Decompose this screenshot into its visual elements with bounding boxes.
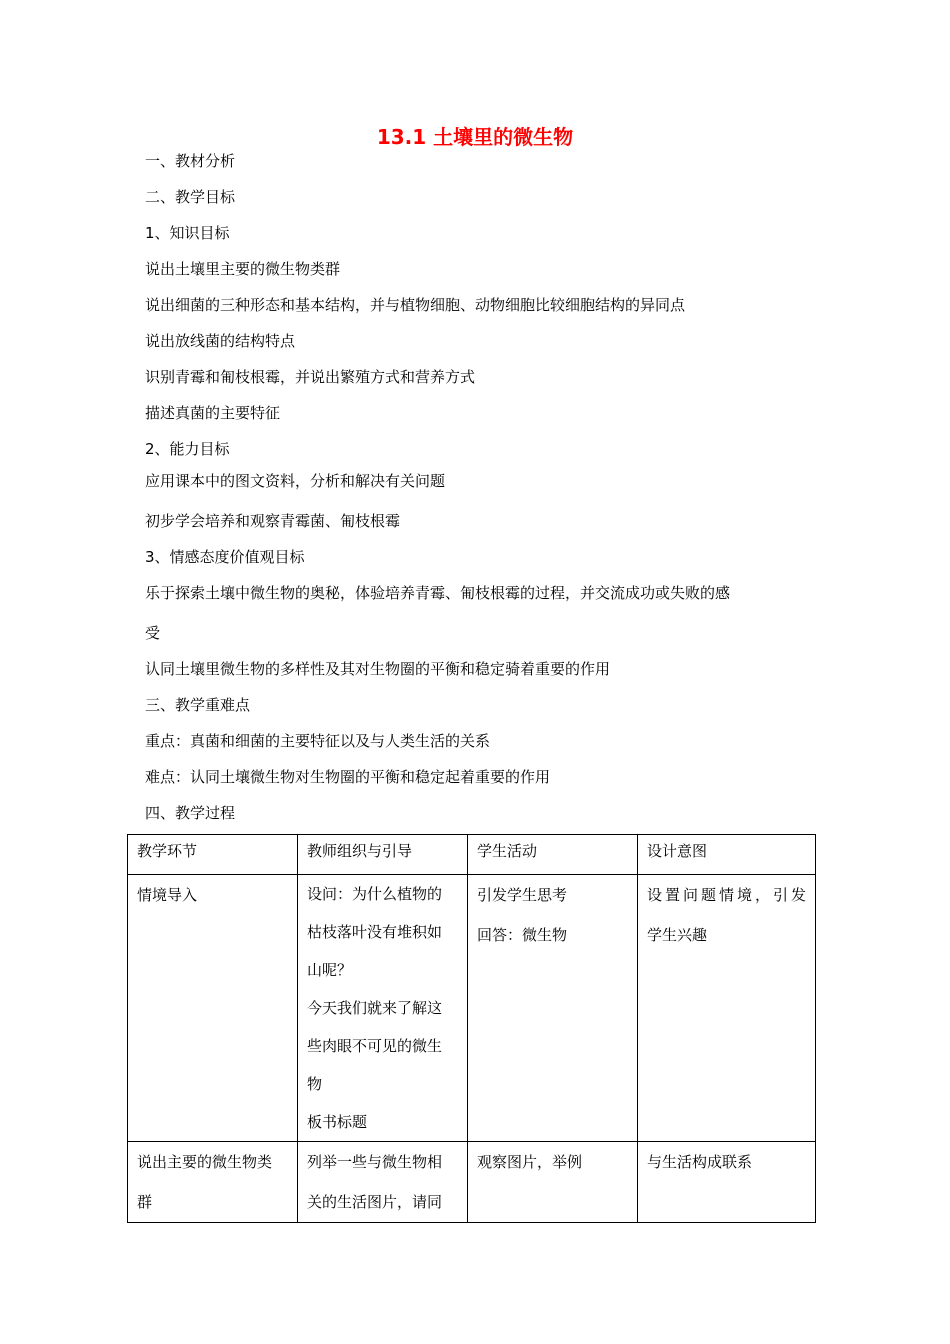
table-row — [128, 875, 816, 1142]
table-header-cell: 教师组织与引导 — [298, 835, 468, 875]
goal-line: 说出细菌的三种形态和基本结构，并与植物细胞、动物细胞比较细胞结构的异同点 — [145, 296, 686, 314]
document-title: 13.1 土壤里的微生物 — [376, 125, 574, 149]
cell-text: 板书标题 — [307, 1113, 368, 1131]
goal-line: 说出放线菌的结构特点 — [145, 332, 296, 350]
teaching-process-table — [127, 834, 816, 1223]
table-cell-stage — [128, 875, 298, 1142]
table-header-cell: 学生活动 — [468, 835, 638, 875]
cell-text: 观察图片，举例 — [477, 1153, 583, 1171]
goal-line: 描述真菌的主要特征 — [145, 404, 281, 422]
goal-line: 说出土壤里主要的微生物类群 — [145, 260, 341, 278]
table-cell-intent — [638, 875, 816, 1142]
table-header-cell: 设计意图 — [638, 835, 816, 875]
cell-text: 今天我们就来了解这 — [307, 999, 443, 1017]
table-cell-stage — [128, 1142, 298, 1223]
cell-text: 情境导入 — [137, 886, 198, 904]
section-heading-process: 四、教学过程 — [145, 804, 236, 822]
cell-text: 引发学生思考 — [477, 886, 568, 904]
table-row — [128, 1142, 816, 1223]
section-heading-analysis: 一、教材分析 — [145, 152, 236, 170]
section-heading-goals: 二、教学目标 — [145, 188, 236, 206]
cell-text: 些肉眼不可见的微生 — [307, 1037, 443, 1055]
table-cell-teacher — [298, 875, 468, 1142]
table-cell-teacher — [298, 1142, 468, 1223]
subheading-ability-goals: 2、能力目标 — [145, 440, 230, 458]
goal-line: 识别青霉和匍枝根霉，并说出繁殖方式和营养方式 — [145, 368, 476, 386]
cell-text: 列举一些与微生物相 — [307, 1153, 443, 1171]
goal-line: 乐于探索土壤中微生物的奥秘，体验培养青霉、匍枝根霉的过程，并交流成功或失败的感 — [145, 584, 731, 602]
table-cell-student — [468, 875, 638, 1142]
goal-line-continued: 受 — [145, 624, 161, 642]
goal-line: 应用课本中的图文资料，分析和解决有关问题 — [145, 472, 446, 490]
cell-text: 设置问题情境，引发 — [647, 886, 806, 904]
cell-text: 关的生活图片，请同 — [307, 1193, 443, 1211]
cell-text: 与生活构成联系 — [647, 1153, 753, 1171]
cell-text: 设问：为什么植物的 — [307, 885, 443, 903]
difficult-point-line: 难点：认同土壤微生物对生物圈的平衡和稳定起着重要的作用 — [145, 768, 551, 786]
cell-text: 学生兴趣 — [647, 926, 708, 944]
cell-text: 物 — [307, 1075, 323, 1093]
section-heading-key-points: 三、教学重难点 — [145, 696, 251, 714]
subheading-knowledge-goals: 1、知识目标 — [145, 224, 230, 242]
cell-text: 枯枝落叶没有堆积如 — [307, 923, 443, 941]
table-cell-student — [468, 1142, 638, 1223]
cell-text: 群 — [137, 1193, 153, 1211]
cell-text: 山呢？ — [307, 961, 353, 979]
table-cell-intent — [638, 1142, 816, 1223]
table-header-row — [128, 835, 816, 875]
cell-text: 说出主要的微生物类 — [137, 1153, 273, 1171]
table-header-cell: 教学环节 — [128, 835, 298, 875]
goal-line: 认同土壤里微生物的多样性及其对生物圈的平衡和稳定骑着重要的作用 — [145, 660, 611, 678]
goal-line: 初步学会培养和观察青霉菌、匍枝根霉 — [145, 512, 401, 530]
key-point-line: 重点：真菌和细菌的主要特征以及与人类生活的关系 — [145, 732, 491, 750]
cell-text: 回答：微生物 — [477, 926, 568, 944]
subheading-attitude-goals: 3、情感态度价值观目标 — [145, 548, 305, 566]
